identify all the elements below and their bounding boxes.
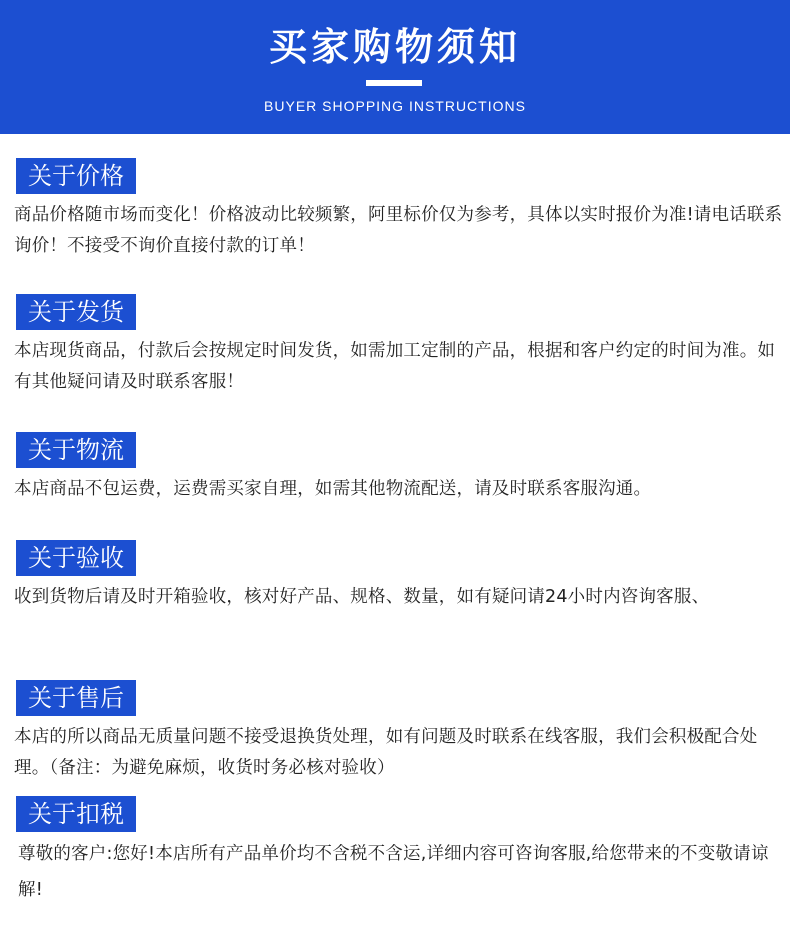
section-text-inspection: 收到货物后请及时开箱验收，核对好产品、规格、数量，如有疑问请24小时内咨询客服、 (14, 587, 710, 607)
section-heading-after-sales: 关于售后 (16, 680, 136, 716)
section-heading-shipping: 关于发货 (16, 294, 136, 330)
page-subtitle: BUYER SHOPPING INSTRUCTIONS (264, 98, 526, 114)
section-heading-price: 关于价格 (16, 158, 136, 194)
section-heading-inspection: 关于验收 (16, 540, 136, 576)
section-text-tax: 尊敬的客户:您好!本店所有产品单价均不含税不含运,详细内容可咨询客服,给您带来的不变敬请谅解! (18, 844, 769, 900)
section-heading-logistics: 关于物流 (16, 432, 136, 468)
section-text-shipping: 本店现货商品，付款后会按规定时间发货，如需加工定制的产品，根据和客户约定的时间为准。如有其他疑问请及时联系客服！ (14, 341, 776, 392)
section-text-after-sales: 本店的所以商品无质量问题不接受退换货处理，如有问题及时联系在线客服，我们会积极配合处理。（备注：为避免麻烦，收货时务必核对验收） (14, 727, 758, 778)
section-text-price: 商品价格随市场而变化！价格波动比较频繁，阿里标价仅为参考，具体以实时报价为准!请电话联系询价！不接受不询价直接付款的订单！ (14, 205, 783, 256)
section-heading-tax: 关于扣税 (16, 796, 136, 832)
section-text-logistics: 本店商品不包运费，运费需买家自理，如需其他物流配送，请及时联系客服沟通。 (14, 479, 652, 499)
title-underline (366, 80, 422, 86)
header-banner (0, 0, 790, 134)
page-title: 买家购物须知 (268, 25, 521, 69)
